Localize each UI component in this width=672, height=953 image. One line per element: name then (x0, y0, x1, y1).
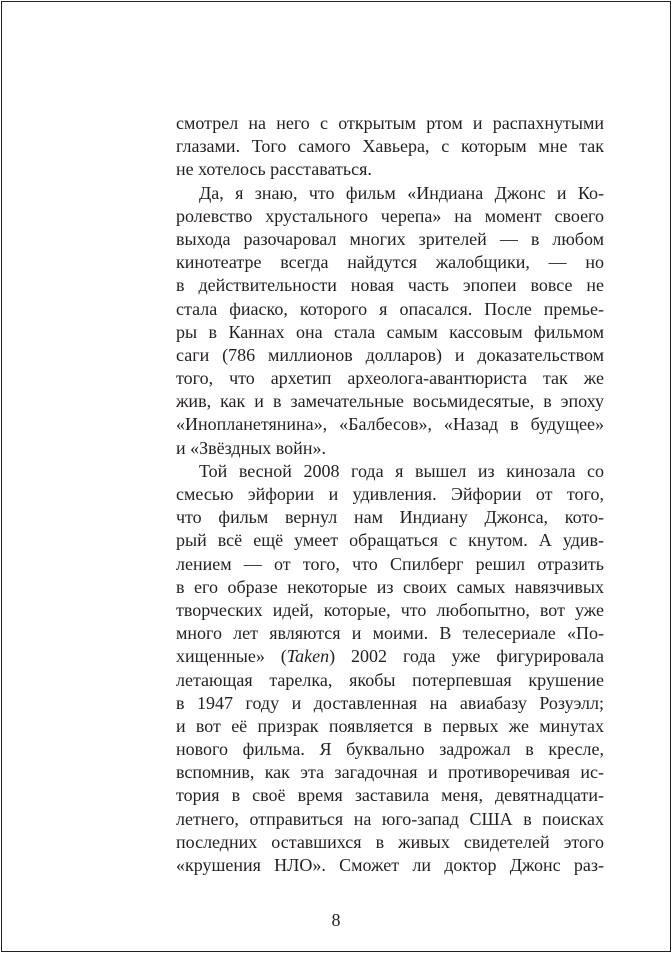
text-line: тория в своё время заставила меня, девятнадцати- (176, 785, 604, 806)
text-line: и вот её призрак появляется в первых же минутах (176, 715, 604, 736)
text-line: много лет являются и моими. В телесериале «По- (176, 623, 604, 644)
text-line: что фильм вернул нам Индиану Джонса, кото- (176, 507, 604, 528)
text-line: ры в Каннах она стала самым кассовым фильмом (176, 321, 604, 342)
text-line: и «Звёздных войн». (176, 437, 326, 458)
text-line: вспомнив, как эта загадочная и противоречивая ис- (176, 762, 604, 783)
text-line: стала фиаско, которого я опасался. После премье- (176, 298, 604, 319)
text-line: Да, я знаю, что фильм «Индиана Джонс и Ко- (199, 182, 604, 203)
text-line: саги (786 миллионов долларов) и доказательством (176, 344, 604, 365)
text-line: в 1947 году и доставленная на авиабазу Розуэлл; (176, 692, 604, 713)
text-line: смотрел на него с открытым ртом и распахнутыми (176, 113, 604, 133)
text-line: в действительности новая часть эпопеи вовсе не (176, 275, 604, 296)
text-line: нового фильма. Я буквально задрожал в кресле, (176, 739, 604, 760)
text-line: рый всё ещё умеет обращаться с кнутом. А удив- (176, 530, 604, 551)
text-line: «Инопланетянина», «Балбесов», «Назад в будущее» (176, 414, 604, 435)
text-line: лением — от того, что Спилберг решил отразить (176, 553, 604, 574)
text-line: ролевство хрустального черепа» на момент своего (176, 205, 604, 226)
text-line: смесью эйфории и удивления. Эйфории от того, (176, 484, 604, 504)
text-line: жив, как и в замечательные восьмидесятые, в эпоху (176, 391, 604, 412)
text-line: хищенные» (Taken) 2002 года уже фигурировала (176, 646, 605, 667)
text-line: последних оставшихся в живых свидетелей этого (176, 831, 604, 852)
body-text (176, 112, 604, 877)
text-line: в его образе некоторые из своих самых навязчивых (176, 576, 604, 597)
text-line: выхода разочаровал многих зрителей — в любом (176, 228, 604, 249)
page-number: 8 (331, 910, 341, 930)
text-line: глазами. Того самого Хавьера, с которым мне так (176, 136, 604, 157)
text-line: не хотелось расставаться. (176, 159, 372, 180)
text-line: того, что архетип археолога-авантюриста так же (176, 368, 604, 389)
text-line: летающая тарелка, якобы потерпевшая крушение (176, 669, 604, 690)
text-line: «крушения НЛО». Сможет ли доктор Джонс раз- (176, 855, 604, 875)
film-title-italic: Taken (286, 646, 330, 667)
text-line: летнего, отправиться на юго-запад США в поисках (176, 808, 604, 829)
text-line: кинотеатре всегда найдутся жалобщики, — но (176, 252, 604, 273)
text-line: творческих идей, которые, что любопытно, вот уже (176, 599, 604, 620)
text-line: Той весной 2008 года я вышел из кинозала со (199, 460, 604, 481)
